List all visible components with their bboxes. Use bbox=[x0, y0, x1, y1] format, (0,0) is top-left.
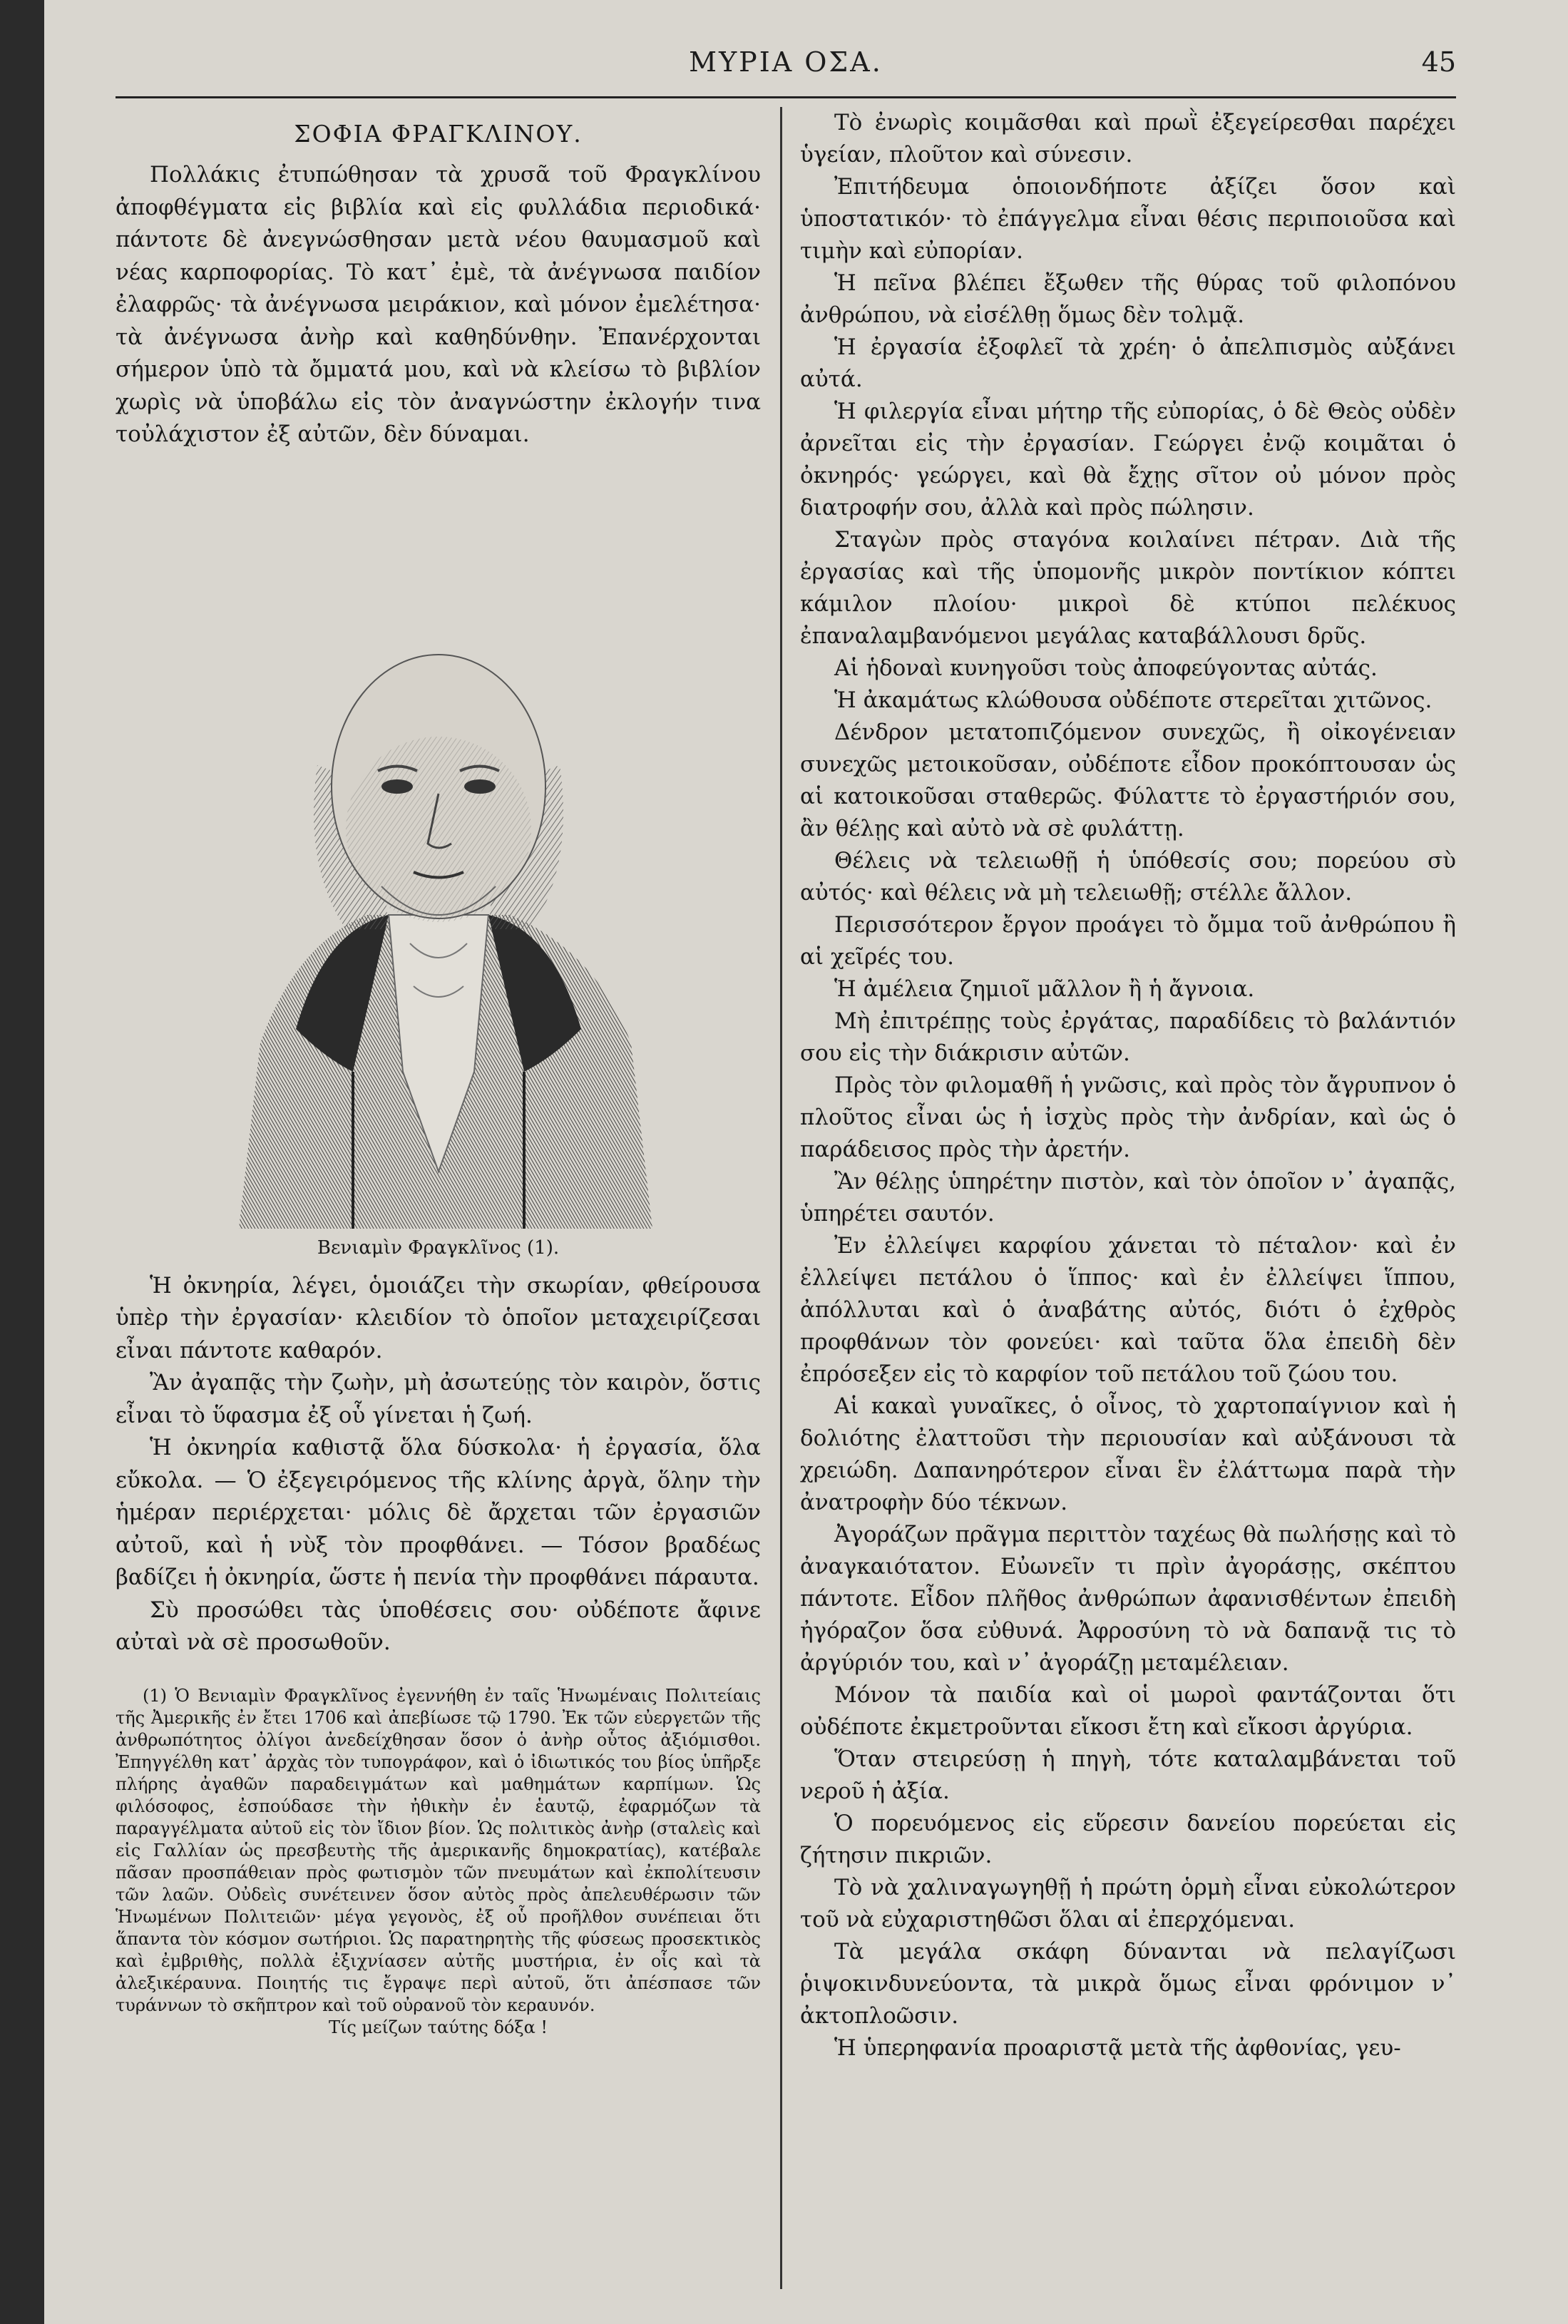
footnote bbox=[116, 1685, 761, 2039]
maxim: Περισσότερον ἔργον προάγει τὸ ὄμμα τοῦ ἀνθρώπου ἢ αἱ χεῖρές του. bbox=[800, 912, 1456, 970]
left-paragraph: Σὺ προσώθει τὰς ὑποθέσεις σου· οὐδέποτε ἄφινε αὐταὶ νὰ σὲ προσωθοῦν. bbox=[116, 1597, 761, 1655]
maxim: Τὸ νὰ χαλιναγωγηθῇ ἡ πρώτη ὁρμὴ εἶναι εὐκολώτερον τοῦ νὰ εὐχαριστηθῶσι ὅλαι αἱ ἐπερχόμεναι. bbox=[800, 1875, 1456, 1933]
left-paragraph: Ἡ ὀκνηρία, λέγει, ὁμοιάζει τὴν σκωρίαν, φθείρουσα ὑπὲρ τὴν ἐργασίαν· κλειδίον τὸ ὁποῖον μεταχειρίζεσαι εἶναι πάντοτε καθαρόν. bbox=[116, 1272, 761, 1363]
page-number: 45 bbox=[1421, 46, 1456, 78]
maxim: Ὁ πορευόμενος εἰς εὕρεσιν δανείου πορεύεται εἰς ζήτησιν πικριῶν. bbox=[800, 1811, 1456, 1868]
right-column bbox=[800, 107, 1456, 2064]
maxim: Τὰ μεγάλα σκάφη δύνανται νὰ πελαγίζωσι ῥιψοκινδυνεύοντα, τὰ μικρὰ ὅμως εἶναι φρόνιμον ν᾽ ἀκτοπλοῶσιν. bbox=[800, 1939, 1456, 2029]
maxim: Ἂν θέλῃς ὑπηρέτην πιστὸν, καὶ τὸν ὁποῖον ν᾽ ἀγαπᾷς, ὑπηρέτει σαυτόν. bbox=[800, 1169, 1456, 1227]
franklin-portrait-illustration bbox=[210, 530, 667, 1229]
maxim: Δένδρον μετατοπιζόμενον συνεχῶς, ἢ οἰκογένειαν συνεχῶς μετοικοῦσαν, οὐδέποτε εἶδον προκόπτουσαν ὡς αἱ κατοικοῦσαι σταθερῶς. Φύλαττε τὸ ἐργαστήριόν σου, ἂν θέλῃς καὶ αὐτὸ νὰ σὲ φυλάττῃ. bbox=[800, 720, 1456, 841]
article-title: ΣΟΦΙΑ ΦΡΑΓΚΛΙΝΟΥ. bbox=[294, 120, 583, 148]
maxim: Ἡ πεῖνα βλέπει ἔξωθεν τῆς θύρας τοῦ φιλοπόνου ἀνθρώπου, νὰ εἰσέλθῃ ὅμως δὲν τολμᾷ. bbox=[800, 270, 1456, 328]
page-header bbox=[116, 39, 1456, 98]
maxim: Αἱ κακαὶ γυναῖκες, ὁ οἶνος, τὸ χαρτοπαίγνιον καὶ ἡ δολιότης ἐλαττοῦσι τὴν περιουσίαν καὶ αὐξάνουσι τὰ χρειώδη. Δαπανηρότερον εἶναι ἓν ἐλάττωμα παρὰ τὴν ἀνατροφὴν δύο τέκνων. bbox=[800, 1393, 1456, 1515]
maxim: Μόνον τὰ παιδία καὶ οἱ μωροὶ φαντάζονται ὅτι οὐδέποτε ἐκμετροῦνται εἴκοσι ἔτη καὶ εἴκοσι ἀργύρια. bbox=[800, 1682, 1456, 1740]
maxim: Ὅταν στειρεύσῃ ἡ πηγὴ, τότε καταλαμβάνεται τοῦ νεροῦ ἡ ἀξία. bbox=[800, 1746, 1456, 1804]
column-divider bbox=[780, 107, 782, 2289]
left-paragraph: Ἂν ἀγαπᾷς τὴν ζωὴν, μὴ ἀσωτεύῃς τὸν καιρὸν, ὅστις εἶναι τὸ ὕφασμα ἐξ οὗ γίνεται ἡ ζωή. bbox=[116, 1370, 761, 1428]
maxim: Ἐν ἐλλείψει καρφίου χάνεται τὸ πέταλον· καὶ ἐν ἐλλείψει πετάλου ὁ ἵππος· καὶ ἐν ἐλλείψει ἵππου, ἀπόλλυται καὶ ὁ ἀναβάτης αὐτός, διότι ὁ ἐχθρὸς προφθάνων τὸν φονεύει· καὶ ταῦτα ὅλα ἐπειδὴ δὲν ἐπρόσεξεν εἰς τὸ καρφίον τοῦ πετάλου τοῦ ζώου του. bbox=[800, 1233, 1456, 1387]
article-intro: Πολλάκις ἐτυπώθησαν τὰ χρυσᾶ τοῦ Φραγκλίνου ἀποφθέγματα εἰς βιβλία καὶ εἰς φυλλάδια περιοδικά· πάντοτε δὲ ἀνεγνώσθησαν μετὰ νέου θαυμασμοῦ καὶ νέας καρποφορίας. Τὸ κατ᾽ ἐμὲ, τὰ ἀνέγνωσα παιδίον ἐλαφρῶς· τὰ ἀνέγνωσα μειράκιον, καὶ μόνον ἐμελέτησα· τὰ ἀνέγνωσα ἀνὴρ καὶ καθηδύνθην. Ἐπανέρχονται σήμερον ὑπὸ τὰ ὄμματά μου, καὶ νὰ κλείσω τὸ βιβλίον χωρὶς νὰ ὑποβάλω εἰς τὸν ἀναγνώστην ἐκλογήν τινα τοὐλάχιστον ἐξ αὐτῶν, δὲν δύναμαι. bbox=[116, 162, 761, 447]
maxim: Πρὸς τὸν φιλομαθῆ ἡ γνῶσις, καὶ πρὸς τὸν ἄγρυπνον ὁ πλοῦτος εἶναι ὡς ἡ ἰσχὺς πρὸς τὴν ἀνδρίαν, καὶ ὡς ὁ παράδεισος πρὸς τὴν ἀρετήν. bbox=[800, 1073, 1456, 1162]
portrait-caption: Βενιαμὶν Φραγκλῖνος (1). bbox=[317, 1237, 560, 1259]
maxim: Σταγὼν πρὸς σταγόνα κοιλαίνει πέτραν. Διὰ τῆς ἐργασίας καὶ τῆς ὑπομονῆς μικρὸν ποντίκιον κόπτει κάμιλον πλοίου· μικροὶ δὲ κτύποι πελέκυος ἐπαναλαμβανόμενοι μεγάλας καταβάλλουσι δρῦς. bbox=[800, 527, 1456, 649]
maxim: Ἡ ἀμέλεια ζημιοῖ μᾶλλον ἢ ἡ ἄγνοια. bbox=[834, 976, 1255, 1002]
footnote-text: (1) Ὁ Βενιαμὶν Φραγκλῖνος ἐγεννήθη ἐν ταῖς Ἡνωμέναις Πολιτείαις τῆς Ἀμερικῆς ἐν ἔτει 1706 καὶ ἀπεβίωσε τῷ 1790. Ἐκ τῶν εὐεργετῶν τῆς ἀνθρωπότητος ὀλίγοι ἀνεδείχθησαν ὅσον ὁ ἀνὴρ οὗτος ἀξιόμισθοι. Ἐπηγγέλθη κατ᾽ ἀρχὰς τὸν τυπογράφον, καὶ ὁ ἰδιωτικός του βίος ὑπῆρξε πλήρης ἀγαθῶν παραδειγμάτων καὶ μαθημάτων καρπίμων. Ὡς φιλόσοφος, ἐσπούδασε τὴν ἠθικὴν ἐν ἑαυτῷ, ἐφαρμόζων τὰ παραγγέλματα αὐτοῦ εἰς τὸν ἴδιον βίον. Ὡς πολιτικὸς ἀνὴρ (σταλεὶς καὶ εἰς Γαλλίαν ὡς πρεσβευτὴς τῆς ἀμερικανῆς δημοκρατίας), κατέβαλε πᾶσαν προσπάθειαν πρὸς φωτισμὸν τῶν πνευμάτων καὶ ἐκπολίτευσιν τῶν λαῶν. Οὐδεὶς συνέτεινεν ὅσον αὐτὸς πρὸς ἀπελευθέρωσιν τῶν Ἡνωμένων Πολιτειῶν· μέγα γεγονὸς, ἐξ οὗ προῆλθον συνέπειαι ὅτι ἅπαντα τὸν κόσμον σωτήριοι. Ὡς παρατηρητὴς τῆς φύσεως προσεκτικὸς καὶ ἐμβριθὴς, πολλὰ ἐξιχνίασεν αὐτῆς μυστήρια, ἐν οἷς καὶ τὰ ἀλεξικέραυνα. Ποιητής τις ἔγραψε περὶ αὐτοῦ, ὅτι ἀπέσπασε τῶν τυράννων τὸ σκῆπτρον καὶ τοῦ οὐρανοῦ τὸν κεραυνόν. bbox=[116, 1685, 761, 2015]
maxim: Ἐπιτήδευμα ὁποιονδήποτε ἀξίζει ὅσον καὶ ὑποστατικόν· τὸ ἐπάγγελμα εἶναι θέσις περιποιοῦσα καὶ τιμὴν καὶ εὐπορίαν. bbox=[800, 174, 1456, 264]
footnote-closing: Τίς μείζων ταύτης δόξα ! bbox=[328, 2017, 548, 2037]
newspaper-page bbox=[44, 0, 1568, 2324]
maxim: Τὸ ἐνωρὶς κοιμᾶσθαι καὶ πρωῒ ἐξεγείρεσθαι παρέχει ὑγείαν, πλοῦτον καὶ σύνεσιν. bbox=[800, 110, 1456, 168]
maxim: Μὴ ἐπιτρέπῃς τοὺς ἐργάτας, παραδίδεις τὸ βαλάντιόν σου εἰς τὴν διάκρισιν αὐτῶν. bbox=[800, 1008, 1456, 1066]
portrait-engraving bbox=[210, 530, 667, 1229]
running-title: ΜΥΡΙΑ ΟΣΑ. bbox=[689, 46, 883, 78]
maxim: Αἱ ἡδοναὶ κυνηγοῦσι τοὺς ἀποφεύγοντας αὐτάς. bbox=[834, 655, 1378, 681]
left-paragraph: Ἡ ὀκνηρία καθιστᾷ ὅλα δύσκολα· ἡ ἐργασία, ὅλα εὔκολα. — Ὁ ἐξεγειρόμενος τῆς κλίνης ἀργὰ, ὅλην τὴν ἡμέραν περιέρχεται· μόλις δὲ ἄρχεται τῶν ἐργασιῶν αὐτοῦ, καὶ ἡ νὺξ τὸν προφθάνει. — Τόσον βραδέως βαδίζει ἡ ὀκνηρία, ὥστε ἡ πενία τὴν προφθάνει πάραυτα. bbox=[116, 1435, 761, 1590]
maxim: Ἡ ἀκαμάτως κλώθουσα οὐδέποτε στερεῖται χιτῶνος. bbox=[834, 687, 1433, 713]
maxim: Ἡ ἐργασία ἐξοφλεῖ τὰ χρέη· ὁ ἀπελπισμὸς αὐξάνει αὐτά. bbox=[800, 334, 1456, 392]
maxim: Ἀγοράζων πρᾶγμα περιττὸν ταχέως θὰ πωλήσῃς καὶ τὸ ἀναγκαιότατον. Εὐωνεῖν τι πρὶν ἀγοράσῃς, σκέπτου πάντοτε. Εἶδον πλῆθος ἀνθρώπων ἀφανισθέντων ἐπειδὴ ἠγόραζον ὅσα εὐθυνά. Ἀφροσύνη τὸ νὰ δαπανᾷ τις τὸ ἀργύριόν του, καὶ ν᾽ ἀγοράζῃ μεταμέλειαν. bbox=[800, 1522, 1456, 1676]
left-column bbox=[116, 107, 761, 2039]
maxim: Θέλεις νὰ τελειωθῇ ἡ ὑπόθεσίς σου; πορεύου σὺ αὐτός· καὶ θέλεις νὰ μὴ τελειωθῇ; στέλλε ἄλλον. bbox=[800, 848, 1456, 906]
maxim: Ἡ ὑπερηφανία προαριστᾷ μετὰ τῆς ἀφθονίας, γευ- bbox=[834, 2035, 1401, 2061]
maxim: Ἡ φιλεργία εἶναι μήτηρ τῆς εὐπορίας, ὁ δὲ Θεὸς οὐδὲν ἀρνεῖται εἰς τὴν ἐργασίαν. Γεώργει ἐνῷ κοιμᾶται ὁ ὀκνηρός· γεώργει, καὶ θὰ ἔχῃς σῖτον οὐ μόνον πρὸς διατροφήν σου, ἀλλὰ καὶ πρὸς πώλησιν. bbox=[800, 399, 1456, 521]
